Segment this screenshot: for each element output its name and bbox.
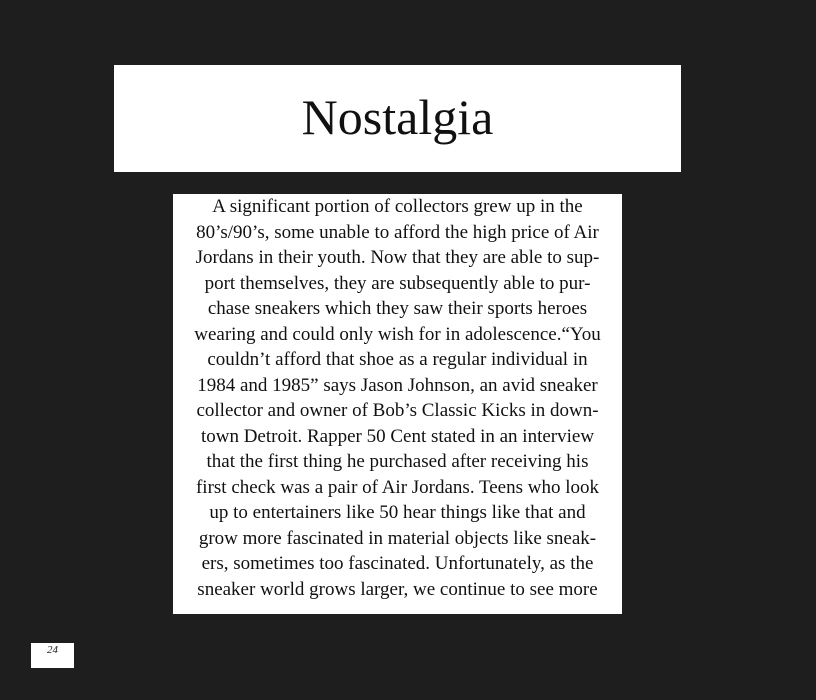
article-line: collector and owner of Bob’s Classic Kicks in down- <box>196 400 599 421</box>
article-body <box>173 194 622 614</box>
article-line: town Detroit. Rapper 50 Cent stated in an interview <box>200 425 595 447</box>
article-line: up to entertainers like 50 hear things like that and <box>209 502 586 523</box>
article-line: wearing and could only wish for in adolescence.“You <box>194 323 601 345</box>
article-line: that the first thing he purchased after receiving his <box>206 451 589 472</box>
article-line: first check was a pair of Air Jordans. Teens who look <box>195 476 600 498</box>
article-line: 1984 and 1985” says Jason Johnson, an avid sneaker <box>197 374 598 396</box>
article-line: grow more fascinated in material objects like sneak- <box>198 527 597 549</box>
article-line: A significant portion of collectors grew up in the <box>212 196 583 217</box>
article-line: sneaker world grows larger, we continue to see more <box>197 578 598 600</box>
title-banner <box>114 65 681 172</box>
article-line: port themselves, they are subsequently able to pur- <box>204 272 591 294</box>
article-line: ers, sometimes too fascinated. Unfortunately, as the <box>201 553 594 574</box>
page-number: 24 <box>47 644 58 656</box>
page-title: Nostalgia <box>301 88 494 145</box>
page-number-box <box>31 643 74 668</box>
article-line: Jordans in their youth. Now that they are able to sup- <box>195 247 600 268</box>
article-line: chase sneakers which they saw their sports heroes <box>207 298 588 319</box>
article-line: 80’s/90’s, some unable to afford the high price of Air <box>196 221 599 243</box>
article-line: couldn’t afford that shoe as a regular individual in <box>207 349 588 370</box>
